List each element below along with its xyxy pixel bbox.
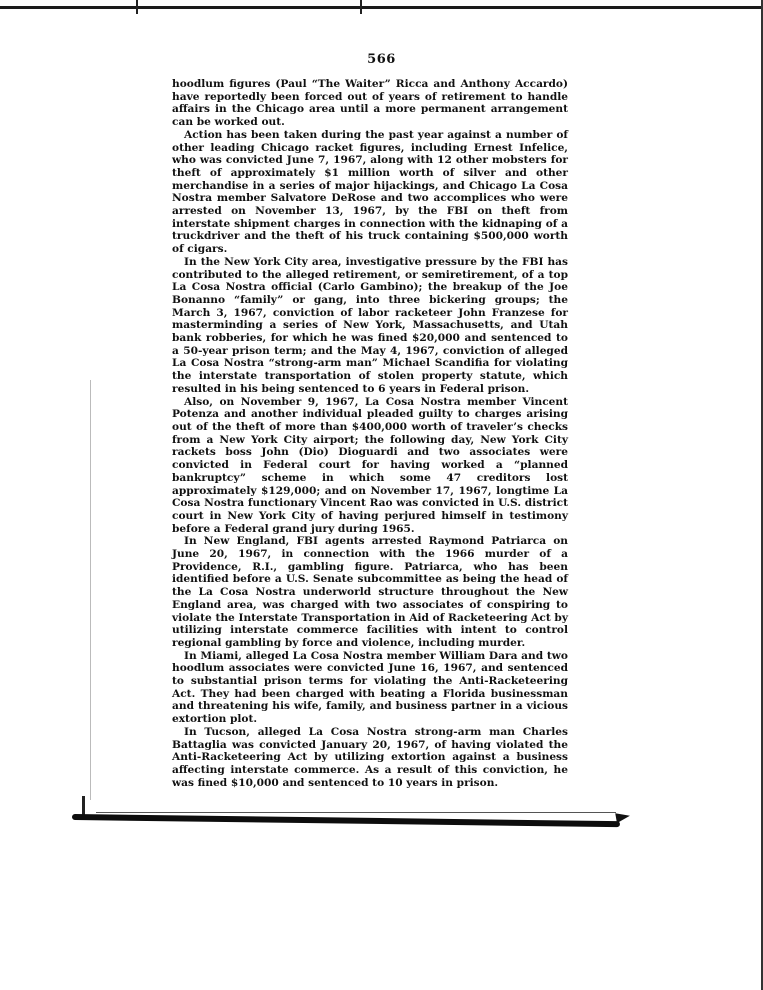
bottom-thin-rule — [96, 812, 616, 813]
paragraph: In New England, FBI agents arrested Raymond Patriarca on June 20, 1967, in connection with the 1966 murder of a Providence, R.I., gambling figure. Patriarca, who has been identified before a U.S. Senate subcommittee as being the head of the La Cosa Nostra underworld structure throughout the New England area, was charged with two associates of conspiring to violate the Interstate Transportation in Aid of Racketeering Act by utilizing interstate commerce facilities with intent to control regional gambling by force and violence, including murder. — [172, 535, 568, 649]
paragraph: Also, on November 9, 1967, La Cosa Nostra member Vincent Potenza and another individual pleaded guilty to charges arising out of the theft of more than $400,000 worth of traveler’s checks from a New York City airport; the following day, New York City rackets boss John (Dio) Dioguardi and two associates were convicted in Federal court for having worked a “planned bankruptcy” scheme in which some 47 creditors lost approximately $129,000; and on November 17, 1967, longtime La Cosa Nostra functionary Vincent Rao was convicted in U.S. district court in New York City of having perjured himself in testimony before a Federal grand jury during 1965. — [172, 395, 568, 535]
paragraph: Action has been taken during the past year against a number of other leading Chicago racket figures, including Ernest Infelice, who was convicted June 7, 1967, along with 12 other mobsters for theft of approximately $1 million worth of silver and other merchandise in a series of major hijackings, and Chicago La Cosa Nostra member Salvatore DeRose and two accomplices who were arrested on November 13, 1967, by the FBI on theft from interstate shipment charges in connection with the kidnaping of a truckdriver and the theft of his truck containing $500,000 worth of cigars. — [172, 128, 568, 256]
page-number: 566 — [367, 52, 396, 67]
bottom-rule-arrow-icon — [615, 811, 631, 823]
paragraph: In the New York City area, investigative pressure by the FBI has contributed to the alleged retirement, or semiretirement, of a top La Cosa Nostra official (Carlo Gambino); the breakup of the Joe Bonanno “family” or gang, into three bickering groups; the March 3, 1967, conviction of labor racketeer John Franzese for masterminding a series of New York, Massachusetts, and Utah bank robberies, for which he was fined $20,000 and sentenced to a 50-year prison term; and the May 4, 1967, conviction of alleged La Cosa Nostra “strong-arm man” Michael Scandifia for violating the interstate transportation of stolen property statute, which resulted in his being sentenced to 6 years in Federal prison. — [172, 255, 568, 395]
paragraph: In Tucson, alleged La Cosa Nostra strong-arm man Charles Battaglia was convicted January 20, 1967, of having violated the Anti-Racketeering Act by utilizing extortion against a business affecting interstate commerce. As a result of this conviction, he was fined $10,000 and sentenced to 10 years in prison. — [172, 725, 568, 789]
bottom-heavy-rule — [72, 814, 620, 827]
paragraph: hoodlum figures (Paul “The Waiter” Ricca and Anthony Accardo) have reportedly been forced out of years of retirement to handle affairs in the Chicago area until a more permanent arrangement can be worked out. — [172, 78, 568, 129]
document-body — [172, 78, 568, 789]
top-border-rule — [0, 6, 763, 9]
top-rule-tick — [136, 0, 138, 14]
top-rule-tick — [360, 0, 362, 14]
left-margin-line — [90, 380, 91, 800]
paragraph: In Miami, alleged La Cosa Nostra member William Dara and two hoodlum associates were convicted June 16, 1967, and sentenced to substantial prison terms for violating the Anti-Racketeering Act. They had been charged with beating a Florida businessman and threatening his wife, family, and business partner in a vicious extortion plot. — [172, 649, 568, 726]
